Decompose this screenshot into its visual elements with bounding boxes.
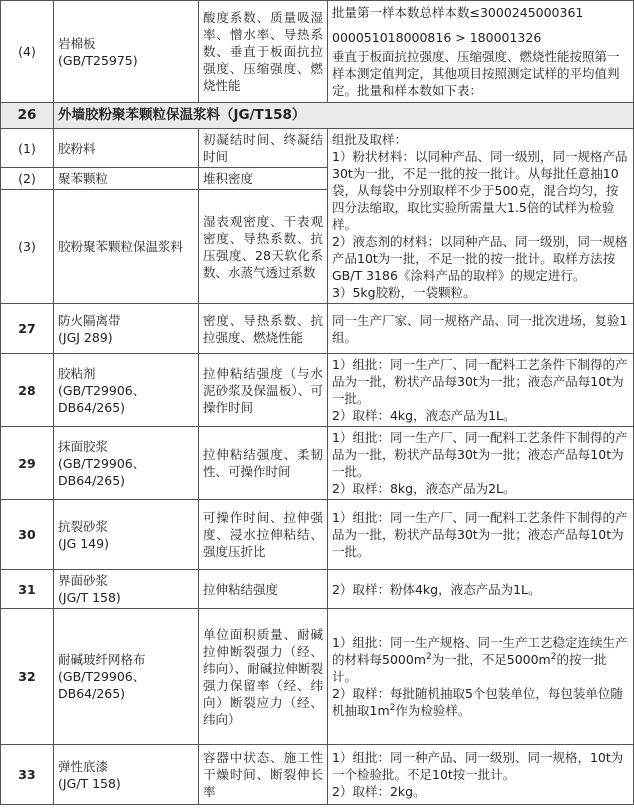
test-parameters: 拉伸粘结强度、柔韧性、可操作时间 xyxy=(199,427,328,500)
material-name xyxy=(54,1,199,103)
row-number: 27 xyxy=(1,304,54,354)
row-number: (2) xyxy=(1,168,54,190)
test-parameters: 拉伸粘结强度（与水泥砂浆及保温板）、可操作时间 xyxy=(199,354,328,427)
test-parameters: 可操作时间、拉伸强度、浸水拉伸粘结、强度压折比 xyxy=(199,500,328,570)
material-name: 弹性底漆 (JG/T 158) xyxy=(54,745,199,805)
material-name: 胶粘剂 (GB/T29906、DB64/265) xyxy=(54,354,199,427)
table-row xyxy=(1,304,634,354)
test-parameters: 堆积密度 xyxy=(199,168,328,190)
sampling-rule: 同一生产厂家、同一规格产品、同一批次进场，复验1组。 xyxy=(328,304,634,354)
test-parameters: 湿表观密度、干表观密度、导热系数、抗压强度、28天软化系数、水蒸气透过系数 xyxy=(199,190,328,304)
sampling-rule: 1）组批：同一生产厂、同一配料工艺条件下制得的产品为一批，粉状产品每30t为一批；液态产品每10t为一批。 2）取样：4kg，液态产品为1L。 xyxy=(328,354,634,427)
test-parameters: 单位面积质量、耐碱拉伸断裂强力（经、纬向）、耐碱拉伸断裂强力保留率（经、纬向）断裂应力（经、纬向） xyxy=(199,609,328,745)
test-parameters: 密度、导热系数、抗拉强度、燃烧性能 xyxy=(199,304,328,354)
test-parameters: 拉伸粘结强度 xyxy=(199,570,328,609)
material-name: 聚苯颗粒 xyxy=(54,168,199,190)
table-row xyxy=(1,609,634,745)
row-number: (4) xyxy=(1,1,54,103)
material-name: 抹面胶浆 (GB/T29906、DB64/265) xyxy=(54,427,199,500)
section-header xyxy=(1,103,634,129)
material-name: 抗裂砂浆 (JG 149) xyxy=(54,500,199,570)
material-name: 界面砂浆 (JG/T 158) xyxy=(54,570,199,609)
sampling-rule: 1）组批：同一种产品、同一级别、同一规格，10t为一个检验批。不足10t按一批计。 2）取样：2kg。 xyxy=(328,745,634,805)
row-number: 31 xyxy=(1,570,54,609)
row-number: 29 xyxy=(1,427,54,500)
test-parameters: 酸度系数、质量吸湿率、憎水率、导热系数、垂直于板面抗拉强度、压缩强度、燃烧性能 xyxy=(199,1,328,103)
sampling-rule: 组批及取样： 1）粉状材料：以同种产品、同一级别，同一规格产品30t为一批，不足一批的按一批计。从每批任意抽10袋，从每袋中分别取样不少于500克，混合均匀，按四分法缩取，取比实验所需量大1.5倍的试样为检验样。 2）液态剂的材料：以同种产品、同一级别，同一规格产品10t为一批，不足一批的按一批计。取样方法按GB/T 3186《涂料产品的取样》的规定进行。 3）5kg胶粉，一袋颗粒。 xyxy=(328,129,634,304)
material-name: 防火隔离带 (JGJ 289) xyxy=(54,304,199,354)
row-number: 28 xyxy=(1,354,54,427)
table-row xyxy=(1,427,634,500)
sampling-rule: 1）组批：同一生产厂、同一配料工艺条件下制得的产品为一批，粉状产品每30t为一批；液态产品每10t为一批。 2）取样：8kg，液态产品为2L。 xyxy=(328,427,634,500)
row-number: 30 xyxy=(1,500,54,570)
material-name: 胶粉聚苯颗粒保温浆料 xyxy=(54,190,199,304)
material-title: 岩棉板 xyxy=(58,35,96,51)
row-number: 32 xyxy=(1,609,54,745)
row-number: (1) xyxy=(1,129,54,168)
test-parameters: 初凝结时间、终凝结时间 xyxy=(199,129,328,168)
sampling-rule: 1）组批：同一生产厂、同一配料工艺条件下制得的产品为一批，粉状产品每30t为一批；液态产品每10t为一批。 xyxy=(328,500,634,570)
row-number: 33 xyxy=(1,745,54,805)
test-parameters: 容器中状态、施工性干燥时间、断裂伸长率 xyxy=(199,745,328,805)
table-row xyxy=(1,129,634,168)
table-row xyxy=(1,354,634,427)
row-number: (3) xyxy=(1,190,54,304)
material-standard: (GB/T25975) xyxy=(58,52,138,68)
table-row xyxy=(1,500,634,570)
sampling-rule: 批量第一样本数总样本数≤3000245000361 000051018000816 > 180001326 垂直于板面抗拉强度、压缩强度、燃烧性能按照第一样本测定值判定，其他项目按照测定试样的平均值判定。批量和样本数如下表： xyxy=(328,1,634,103)
sampling-rule: 2）取样：粉体4kg，液态产品为1L。 xyxy=(328,570,634,609)
material-name: 耐碱玻纤网格布 (GB/T29906、DB64/265) xyxy=(54,609,199,745)
material-name: 胶粉料 xyxy=(54,129,199,168)
table-row xyxy=(1,570,634,609)
sampling-rule: 1）组批：同一生产规格、同一生产工艺稳定连续生产的材料每$5000m^2$为一批，不足$5000m^2$的按一批计。 2）取样：每批随机抽取5个包装单位，每包装单位随机抽取$1m^2$作为检验样。 xyxy=(328,609,634,745)
table-row xyxy=(1,745,634,805)
table-row xyxy=(1,1,634,103)
section-title: 外墙胶粉聚苯颗粒保温浆料（JG/T158） xyxy=(54,103,634,129)
section-number: 26 xyxy=(1,103,54,129)
